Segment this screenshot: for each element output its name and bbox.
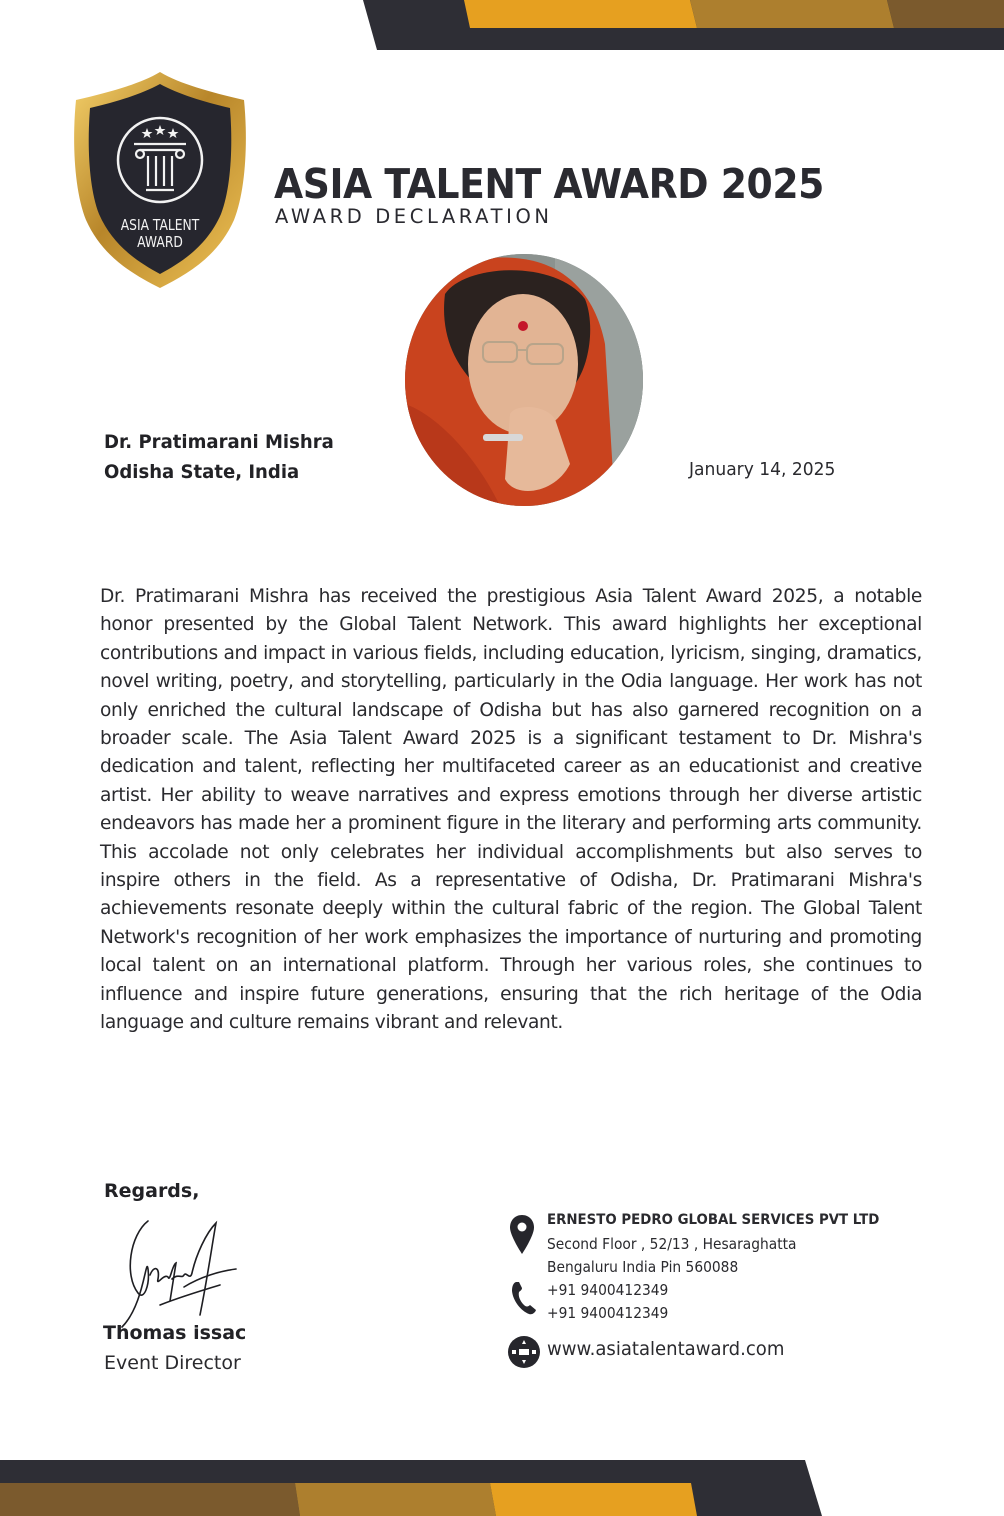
declaration-date: January 14, 2025 [689, 459, 836, 480]
location-pin-icon [509, 1214, 535, 1256]
page-subtitle: AWARD DECLARATION [275, 205, 553, 228]
recipient-location: Odisha State, India [104, 461, 300, 483]
bottom-decorative-band [0, 1458, 1004, 1516]
signer-title: Event Director [104, 1352, 241, 1374]
address-line-2: Bengaluru India Pin 560088 [547, 1258, 739, 1276]
globe-icon [507, 1335, 541, 1369]
regards-text: Regards, [104, 1180, 200, 1202]
signature-image [120, 1215, 250, 1330]
top-band-gold [690, 0, 894, 28]
bottom-band-gold [295, 1483, 496, 1516]
top-decorative-band [0, 0, 1004, 52]
badge-text-line2: AWARD [137, 233, 183, 251]
recipient-block [104, 427, 334, 487]
top-band-orange [464, 0, 697, 28]
bottom-band-orange [490, 1483, 697, 1516]
website-link[interactable]: www.asiatalentaward.com [547, 1338, 785, 1360]
signer-name: Thomas issac [103, 1322, 247, 1344]
recipient-portrait [405, 254, 643, 506]
phone-icon [511, 1281, 537, 1315]
top-band-brown [887, 0, 1004, 28]
award-badge-logo [70, 70, 250, 290]
page-title: ASIA TALENT AWARD 2025 [274, 160, 824, 208]
recipient-name: Dr. Pratimarani Mishra [104, 431, 334, 453]
bottom-band-brown [0, 1483, 300, 1516]
company-name: ERNESTO PEDRO GLOBAL SERVICES PVT LTD [547, 1212, 880, 1228]
declaration-body: Dr. Pratimarani Mishra has received the prestigious Asia Talent Award 2025, a notable honor presented by the Global Talent Network. This award highlights her exceptional contributions and impact in various fields, including education, lyricism, singing, dramatics, novel writing, poetry, and storytelling, particularly in the Odia language. Her work has not only enriched the cultural landscape of Odisha but has also garnered recognition on a broader scale. The Asia Talent Award 2025 is a significant testament to Dr. Mishra's dedication and talent, reflecting her multifaceted career as an educationist and creative artist. Her ability to weave narratives and express emotions through her diverse artistic endeavors has made her a prominent figure in the literary and performing arts community. This accolade not only celebrates her individual accomplishments but also serves to inspire others in the field. As a representative of Odisha, Dr. Pratimarani Mishra's achievements resonate deeply within the cultural fabric of the region. The Global Talent Network's recognition of her work emphasizes the importance of nurturing and promoting local talent on an international platform. Through her various roles, she continues to influence and inspire future generations, ensuring that the rich heritage of the Odia language and culture remains vibrant and relevant. [100, 586, 922, 1034]
badge-text-line1: ASIA TALENT [120, 216, 200, 234]
phone-number-1: +91 9400412349 [547, 1281, 669, 1299]
address-line-1: Second Floor , 52/13 , Hesaraghatta [547, 1235, 797, 1253]
phone-number-2: +91 9400412349 [547, 1304, 669, 1322]
